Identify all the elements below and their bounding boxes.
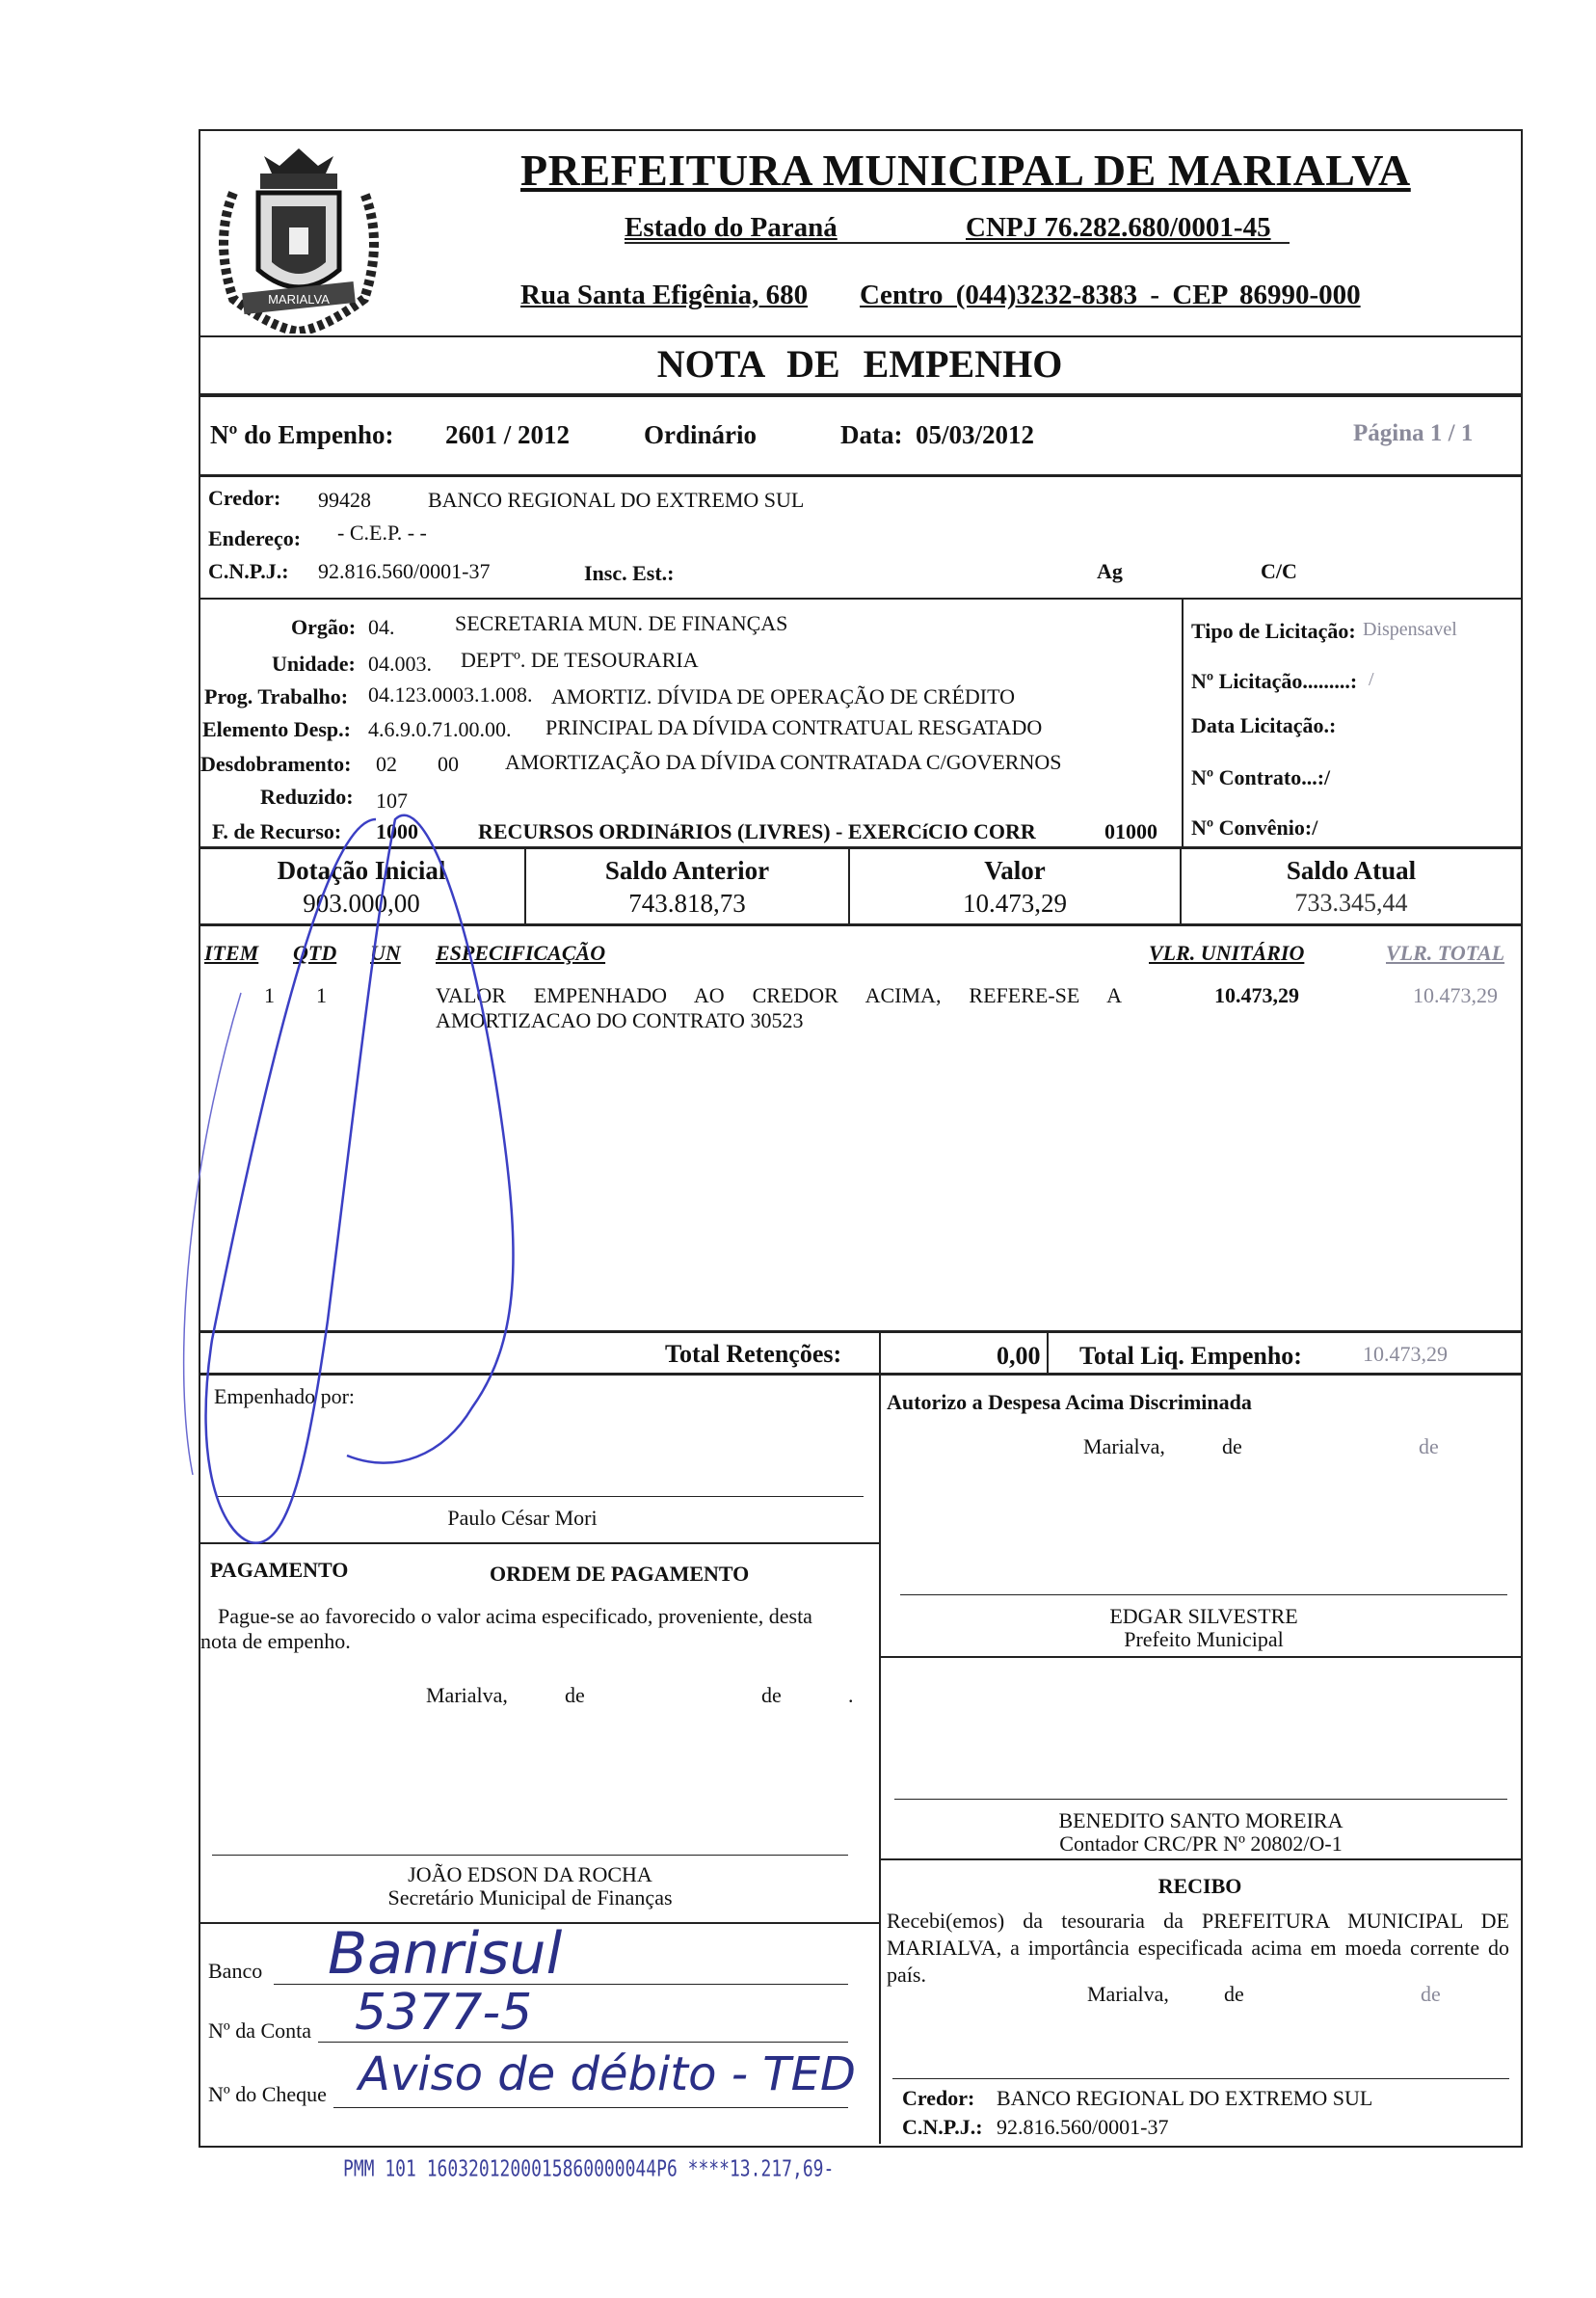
header-underline (625, 242, 1290, 244)
banco-handwriting: Banrisul (328, 1920, 563, 1988)
divider (199, 335, 1521, 337)
recibo-city: Marialva, (1087, 1982, 1169, 2006)
total-liq-label: Total Liq. Empenho: (1079, 1342, 1302, 1370)
orgao-code: 04. (368, 615, 395, 639)
header-address: Rua Santa Efigênia, 680 (520, 280, 809, 310)
data-licitacao-label: Data Licitação.: (1191, 713, 1337, 737)
cheque-line (333, 2107, 848, 2108)
divider (199, 474, 1521, 477)
recibo-text-line2: MARIALVA, a importância especificada acima em moeda corrente do (887, 1936, 1509, 1960)
footer-cnpj-value: 92.816.560/0001-37 (997, 2115, 1169, 2139)
desd-b: 00 (438, 752, 459, 776)
autorizo-city: Marialva, (1083, 1434, 1165, 1458)
recibo-text-line3: país. (887, 1963, 926, 1987)
num-licitacao-label: Nº Licitação.........: (1191, 669, 1358, 693)
secretario-name: JOÃO EDSON DA ROCHA (408, 1862, 652, 1886)
elem-name: PRINCIPAL DA DÍVIDA CONTRATUAL RESGATADO (545, 715, 1043, 739)
fonte-label: F. de Recurso: (212, 819, 342, 843)
divider (879, 1858, 1521, 1860)
autorizo-de1: de (1222, 1434, 1242, 1458)
coat-of-arms-icon (204, 135, 393, 334)
credor-cnpj: 92.816.560/0001-37 (318, 559, 491, 583)
pagamento-de1: de (565, 1683, 585, 1707)
contador-name: BENEDITO SANTO MOREIRA (1058, 1808, 1343, 1832)
divider (879, 1656, 1521, 1658)
ag-label: Ag (1097, 559, 1123, 583)
divider (199, 393, 1521, 397)
credor-name: BANCO REGIONAL DO EXTREMO SUL (428, 488, 805, 512)
ordem-pagamento-label: ORDEM DE PAGAMENTO (490, 1562, 750, 1586)
insc-label: Insc. Est.: (584, 561, 675, 585)
fonte-num: 01000 (1104, 819, 1157, 843)
elem-label: Elemento Desp.: (202, 717, 351, 741)
header-cnpj: CNPJ 76.282.680/0001-45 (966, 212, 1271, 243)
pagamento-text-line2: nota de empenho. (200, 1629, 351, 1653)
col-un-header: UN (370, 941, 401, 965)
prefeito-title: Prefeito Municipal (1124, 1627, 1284, 1651)
state-label: Estado do Paraná (625, 212, 838, 243)
tipo-licitacao-value: Dispensavel (1363, 619, 1457, 640)
col-spec-header: ESPECIFICAÇÃO (436, 941, 606, 965)
dotacao-label: Dotação Inicial (277, 856, 446, 885)
prog-label: Prog. Trabalho: (204, 684, 349, 708)
prog-name: AMORTIZ. DÍVIDA DE OPERAÇÃO DE CRÉDITO (551, 684, 1016, 708)
num-licitacao-value: / (1369, 669, 1374, 690)
col-total-header: VLR. TOTAL (1386, 941, 1505, 965)
col-unit-header: VLR. UNITÁRIO (1149, 941, 1305, 965)
saldo-atual-label: Saldo Atual (1286, 856, 1417, 885)
pagamento-text-line1: Pague-se ao favorecido o valor acima especificado, proveniente, desta (218, 1604, 812, 1628)
item-number: 1 (264, 983, 275, 1007)
col-item-header: ITEM (204, 941, 259, 965)
saldo-atual-value: 733.345,44 (1294, 889, 1408, 917)
page-number: Página 1 / 1 (1353, 420, 1474, 446)
prefeito-name: EDGAR SILVESTRE (1109, 1604, 1298, 1628)
desd-name: AMORTIZAÇÃO DA DÍVIDA CONTRATADA C/GOVERNOS (505, 750, 1062, 774)
recibo-de1: de (1224, 1982, 1244, 2006)
doc-title: NOTA DE EMPENHO (656, 342, 1063, 386)
cheque-handwriting: Aviso de débito - TED (359, 2047, 856, 2101)
saldo-anterior-label: Saldo Anterior (604, 856, 770, 885)
valor-value: 10.473,29 (963, 889, 1067, 918)
header-phone-cep: Centro (044)3232-8383 - CEP 86990-000 (860, 280, 1361, 310)
autorizo-label: Autorizo a Despesa Acima Discriminada (887, 1390, 1252, 1414)
empenho-date: 05/03/2012 (916, 420, 1035, 449)
unidade-name: DEPTº. DE TESOURARIA (461, 648, 699, 672)
conta-handwriting: 5377-5 (355, 1984, 533, 2042)
svg-text:MARIALVA: MARIALVA (268, 292, 330, 307)
divider (879, 1330, 881, 1373)
total-retencoes-label: Total Retenções: (665, 1340, 842, 1368)
empenho-label: Nº do Empenho: (210, 420, 394, 449)
total-retencoes-value: 0,00 (997, 1342, 1041, 1370)
pagamento-dot: . (848, 1683, 854, 1707)
convenio-label: Nº Convênio:/ (1191, 815, 1318, 840)
fonte-name: RECURSOS ORDINáRIOS (LIVRES) - EXERCíCIO CORR (478, 819, 1036, 843)
empenhado-label: Empenhado por: (214, 1384, 356, 1408)
bank-stamp: PMM 101 1603201200015860000044P6 ****13.217,69- (343, 2155, 835, 2183)
valor-label: Valor (984, 856, 1046, 885)
orgao-name: SECRETARIA MUN. DE FINANÇAS (455, 611, 788, 635)
unidade-label: Unidade: (272, 652, 356, 676)
orgao-label: Orgão: (291, 615, 357, 639)
empenho-number: 2601 / 2012 (445, 420, 571, 449)
page-title: PREFEITURA MUNICIPAL DE MARIALVA (520, 146, 1411, 195)
tipo-licitacao-label: Tipo de Licitação: (1191, 619, 1356, 643)
reduzido-value: 107 (376, 788, 408, 813)
desd-label: Desdobramento: (200, 752, 352, 776)
recibo-text-line1: Recebi(emos) da tesouraria da PREFEITURA MUNICIPAL DE (887, 1909, 1509, 1933)
empenhado-name: Paulo César Mori (447, 1506, 598, 1530)
unidade-code: 04.003. (368, 652, 432, 676)
cc-label: C/C (1261, 559, 1297, 583)
empenho-date-label: Data: (840, 420, 903, 449)
pagamento-city: Marialva, (426, 1683, 508, 1707)
credor-code: 99428 (318, 488, 371, 512)
footer-cnpj-label: C.N.P.J.: (902, 2115, 983, 2139)
col-qtd-header: QTD (293, 941, 337, 965)
fonte-code: 1000 (376, 819, 418, 843)
prog-code: 04.123.0003.1.008. (368, 682, 533, 707)
footer-credor-label: Credor: (902, 2086, 975, 2110)
signature-line (900, 1594, 1507, 1595)
divider (199, 598, 1521, 600)
saldo-anterior-value: 743.818,73 (628, 889, 746, 918)
recibo-label: RECIBO (1157, 1874, 1242, 1898)
signature-line (894, 1799, 1507, 1800)
endereco-value: - C.E.P. - - (337, 521, 427, 545)
item-spec-line1: VALOR EMPENHADO AO CREDOR ACIMA, REFERE-SE A (436, 983, 1122, 1007)
cheque-label: Nº do Cheque (208, 2082, 327, 2106)
cnpj-label: C.N.P.J.: (208, 559, 289, 583)
footer-credor-name: BANCO REGIONAL DO EXTREMO SUL (997, 2086, 1373, 2110)
item-total-value: 10.473,29 (1413, 983, 1498, 1007)
item-qtd: 1 (316, 983, 327, 1007)
signature-line (212, 1855, 848, 1856)
empenho-type: Ordinário (644, 420, 758, 449)
total-liq-value: 10.473,29 (1363, 1342, 1448, 1366)
recibo-de2: de (1421, 1982, 1441, 2006)
pagamento-de2: de (761, 1683, 782, 1707)
banco-label: Banco (208, 1959, 263, 1983)
dotacao-value: 903.000,00 (303, 889, 420, 918)
secretario-title: Secretário Municipal de Finanças (387, 1885, 673, 1910)
item-unit-value: 10.473,29 (1214, 983, 1299, 1007)
signature-line (892, 2078, 1509, 2079)
contador-title: Contador CRC/PR Nº 20802/O-1 (1059, 1831, 1343, 1856)
endereco-label: Endereço: (208, 526, 302, 550)
elem-code: 4.6.9.0.71.00.00. (368, 717, 512, 741)
conta-label: Nº da Conta (208, 2018, 312, 2043)
item-spec-line2: AMORTIZACAO DO CONTRATO 30523 (436, 1008, 804, 1032)
conta-line (318, 2042, 848, 2043)
divider (1047, 1330, 1049, 1373)
reduzido-label: Reduzido: (260, 785, 354, 809)
pagamento-label: PAGAMENTO (210, 1558, 349, 1582)
signature-scribble (154, 800, 598, 1571)
autorizo-de2: de (1419, 1434, 1439, 1458)
desd-a: 02 (376, 752, 397, 776)
divider (1182, 598, 1184, 846)
divider (879, 1373, 881, 2144)
credor-label: Credor: (208, 486, 281, 510)
contrato-label: Nº Contrato...:/ (1191, 765, 1331, 789)
